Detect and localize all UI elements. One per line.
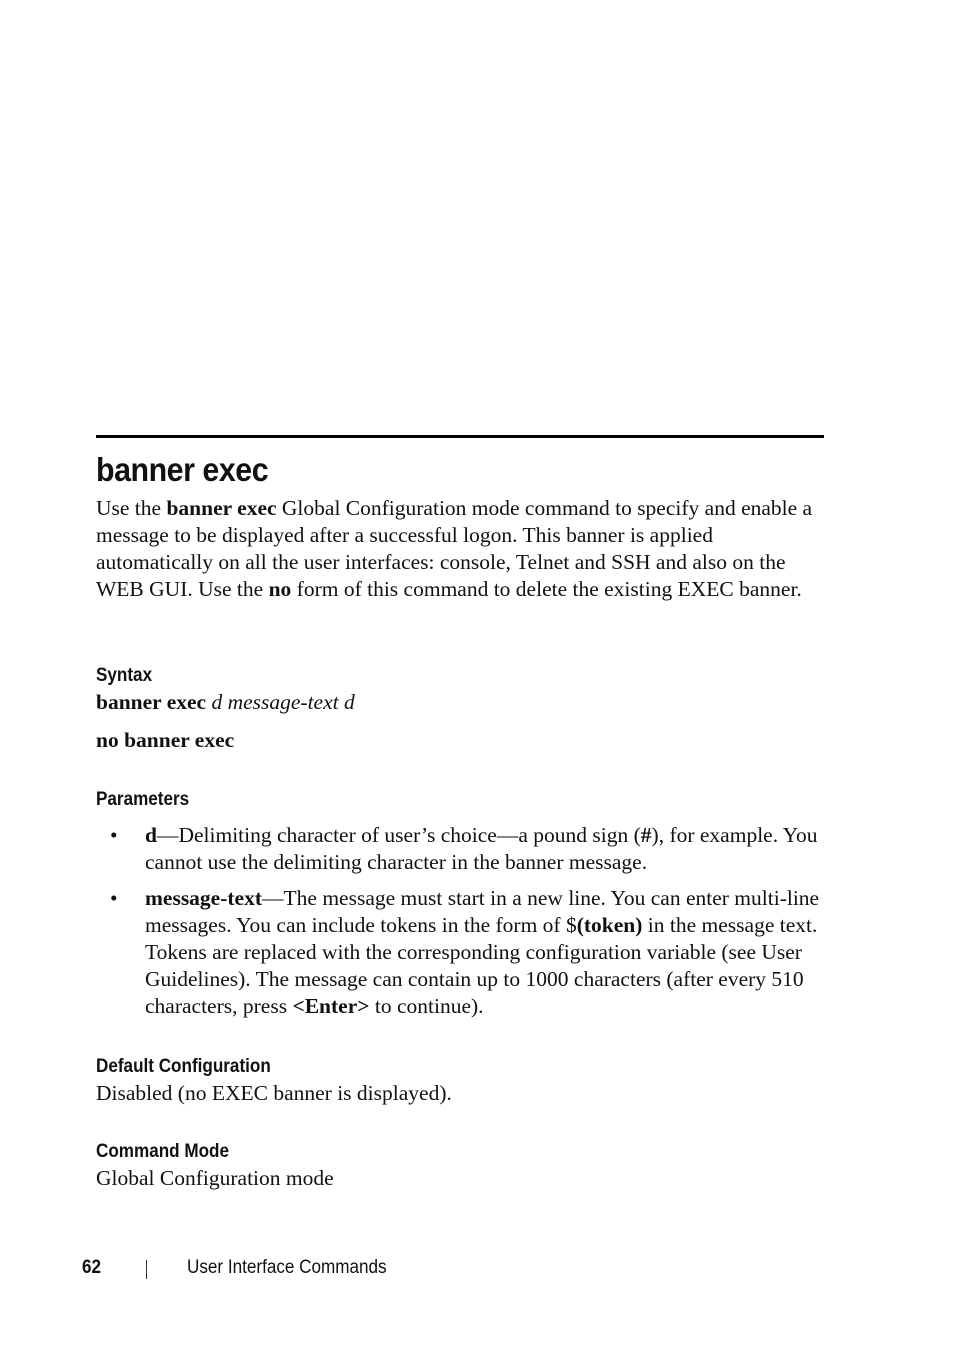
- heading-rule: [96, 435, 824, 438]
- page-title: banner exec: [96, 451, 269, 488]
- parameter-item-message-text: [145, 885, 825, 1020]
- pound-sign: #: [640, 823, 652, 847]
- bullet-1: •: [110, 823, 118, 847]
- command-mode-heading: Command Mode: [96, 1141, 230, 1162]
- parameter-item-d: [145, 822, 825, 876]
- bullet-2: •: [110, 886, 118, 910]
- intro-paragraph: [96, 495, 826, 603]
- intro-command-term: banner exec: [166, 496, 277, 520]
- syntax-command: banner exec: [96, 690, 207, 714]
- enter-key-term: <Enter>: [292, 994, 370, 1018]
- syntax-no-command: no banner exec: [96, 728, 235, 752]
- default-configuration-text: Disabled (no EXEC banner is displayed).: [96, 1081, 452, 1105]
- command-mode-text: Global Configuration mode: [96, 1166, 334, 1190]
- intro-text-3: form of this command to delete the existing EXEC banner.: [291, 577, 802, 601]
- default-configuration-heading: Default Configuration: [96, 1056, 271, 1077]
- intro-no-term: no: [268, 577, 292, 601]
- footer-section-title: User Interface Commands: [187, 1257, 387, 1278]
- parameters-heading: Parameters: [96, 789, 190, 810]
- parameter-term-d: d: [145, 823, 157, 847]
- footer-separator: [146, 1260, 147, 1279]
- syntax-line-1: [96, 689, 355, 716]
- intro-text-2: Global Configuration mode command to specify and enable a message to be displayed after a successful logon. This banner is applied automatically on all the user interfaces: console, Telnet and SSH and also on the WEB GUI. Use the: [96, 496, 813, 601]
- syntax-heading: Syntax: [96, 665, 153, 686]
- parameter-text-mt-3: to continue).: [369, 994, 484, 1018]
- page-number: 62: [82, 1257, 102, 1278]
- parameter-text-d-1: —Delimiting character of user’s choice—a pound sign (: [156, 823, 641, 847]
- parameter-text-d-2: ), for example. You cannot use the delimiting character in the banner message.: [145, 823, 818, 874]
- parameter-term-message-text: message-text: [145, 886, 263, 910]
- parameter-text-mt-2: in the message text. Tokens are replaced with the corresponding configuration variable (see User Guidelines). The message can contain up to 1000 characters (after every 510 characters, press: [145, 913, 818, 1018]
- syntax-line-2: [96, 727, 234, 754]
- intro-text-1: Use the: [96, 496, 167, 520]
- token-term: (token): [576, 913, 643, 937]
- parameter-text-mt-1: —The message must start in a new line. You can enter multi-line messages. You can include tokens in the form of $: [145, 886, 820, 937]
- syntax-arguments: d message-text d: [211, 690, 355, 714]
